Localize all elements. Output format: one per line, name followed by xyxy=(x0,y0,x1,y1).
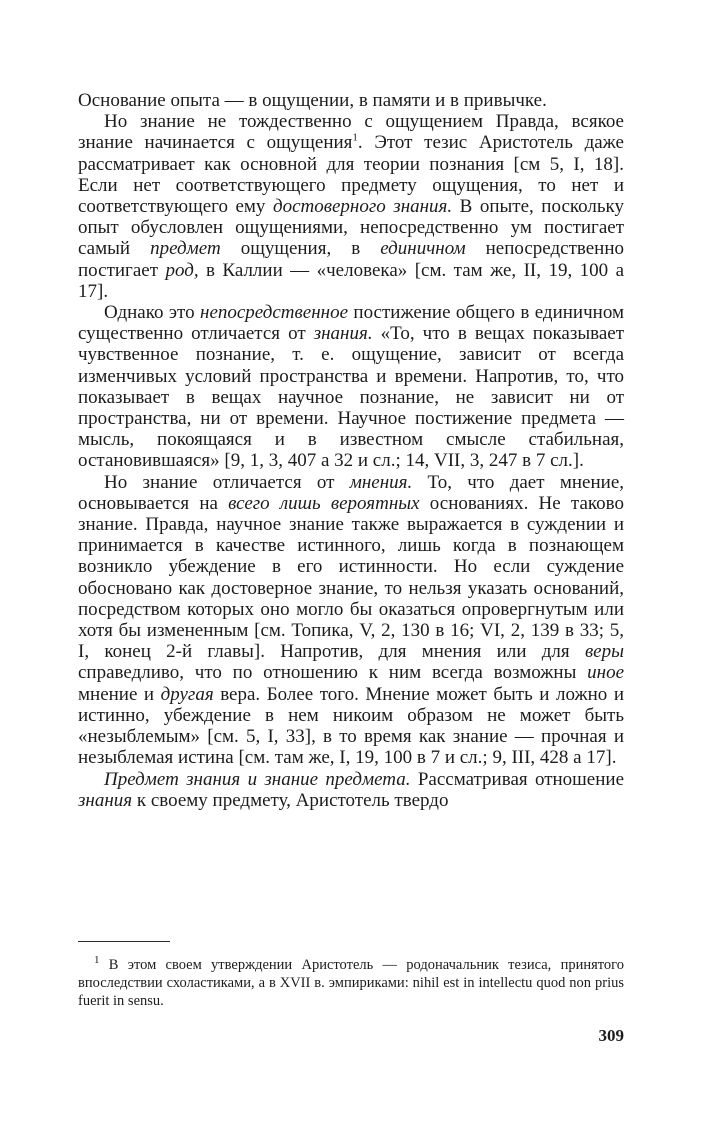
paragraph-3 xyxy=(78,302,624,472)
paragraph-text: Однако это xyxy=(104,302,201,324)
paragraph-1 xyxy=(78,90,624,111)
footnote-reference[interactable]: 1 xyxy=(352,132,358,145)
paragraph-text: . Этот тезис Аристотель даже рассматривает как основной для теории познания [см 5, I, 18]. Если нет соответствующего предмету ощущения, то нет и соответствующего ему xyxy=(78,132,624,218)
emphasis-text: другая xyxy=(160,683,214,705)
footnote-text: В этом своем утверждении Аристотель — родоначальник тезиса, принятого впоследствии схоластиками, а в XVII в. эмпириками: nihil est in intellectu quod non prius fuerit in sensu. xyxy=(78,957,624,1009)
paragraph-text: мнение и xyxy=(78,683,161,705)
paragraph-text: Но знание отличается от xyxy=(104,471,350,493)
paragraph-text: Рассматривая отношение xyxy=(410,768,624,790)
paragraph-text: в Каллии — «человека» [см. там же, II, 19, 100 а 17]. xyxy=(78,259,624,302)
paragraph-text: В опыте, поскольку опыт обусловлен ощущениями, непосредственно ум постигает самый xyxy=(78,196,625,260)
main-text xyxy=(78,90,624,811)
paragraph-text: основаниях. Не таково знание. Правда, научное знание также выражается в суждении и принимается в качестве истинного, лишь когда в познающем возникло убеждение в его истинности. Но если суждение обосновано как достоверное знание, то нельзя указать оснований, посредством которых оно могло бы оказаться опровергнутым или хотя бы измененным [см. Топика, V, 2, 130 в 16; VI, 2, 139 в 33; 5, I, конец 2-й главы]. Напротив, для мнения или для xyxy=(78,492,624,663)
emphasis-text: род, xyxy=(165,259,199,281)
footnote xyxy=(78,956,624,1010)
paragraph-2 xyxy=(78,111,624,302)
page-number: 309 xyxy=(598,1026,624,1045)
emphasis-text: единичном xyxy=(380,238,466,260)
paragraph-text: постижение общего в единичном существенно отличается от xyxy=(78,302,624,345)
emphasis-text: знания xyxy=(78,789,133,811)
paragraph-text: непосредственно постигает xyxy=(78,238,625,281)
footnote-marker: 1 xyxy=(94,954,100,967)
emphasis-text: достоверного знания. xyxy=(272,196,453,218)
emphasis-text: всего лишь вероятных xyxy=(228,492,420,514)
emphasis-text: предмет xyxy=(150,238,221,260)
paragraph-text: к своему предмету, Аристотель твердо xyxy=(132,789,449,811)
paragraph-text: То, что дает мнение, основывается на xyxy=(78,471,624,514)
paragraph-text: Но знание не тождественно с ощущением Правда, всякое знание начинается с ощущения xyxy=(78,111,624,154)
emphasis-text: знания. xyxy=(313,323,373,345)
paragraph-text: «То, что в вещах показывает чувственное познание, т. е. ощущение, зависит от всегда изменчивых условий пространства и времени. Напротив, то, что показывает в вещах научное познание, не зависит ни от пространства, ни от времени. Научное постижение предмета — мысль, покоящаяся и в известном смысле стабильная, остановившаяся» [9, 1, 3, 407 а 32 и сл.; 14, VII, 3, 247 в 7 сл.]. xyxy=(78,323,624,472)
paragraph-text: ощущения, в xyxy=(220,238,381,260)
section-heading-inline: Предмет знания и знание предмета. xyxy=(104,768,411,790)
emphasis-text: иное xyxy=(587,662,624,684)
paragraph-5 xyxy=(78,769,624,811)
emphasis-text: непосредственное xyxy=(200,302,348,324)
paragraph-text: Основание опыта — в ощущении, в памяти и в привычке. xyxy=(78,90,547,111)
emphasis-text: веры xyxy=(584,641,624,663)
paragraph-text: вера. Более того. Мнение может быть и ложно и истинно, убеждение в нем никоим образом не может быть «незыблемым» [см. 5, I, 33], в то время как знание — прочная и незыблемая истина [см. там же, I, 19, 100 в 7 и сл.; 9, III, 428 а 17]. xyxy=(78,683,625,769)
emphasis-text: мнения. xyxy=(349,471,413,493)
paragraph-text: справедливо, что по отношению к ним всегда возможны xyxy=(78,662,588,684)
paragraph-4 xyxy=(78,472,624,769)
footnote-divider xyxy=(78,941,170,942)
